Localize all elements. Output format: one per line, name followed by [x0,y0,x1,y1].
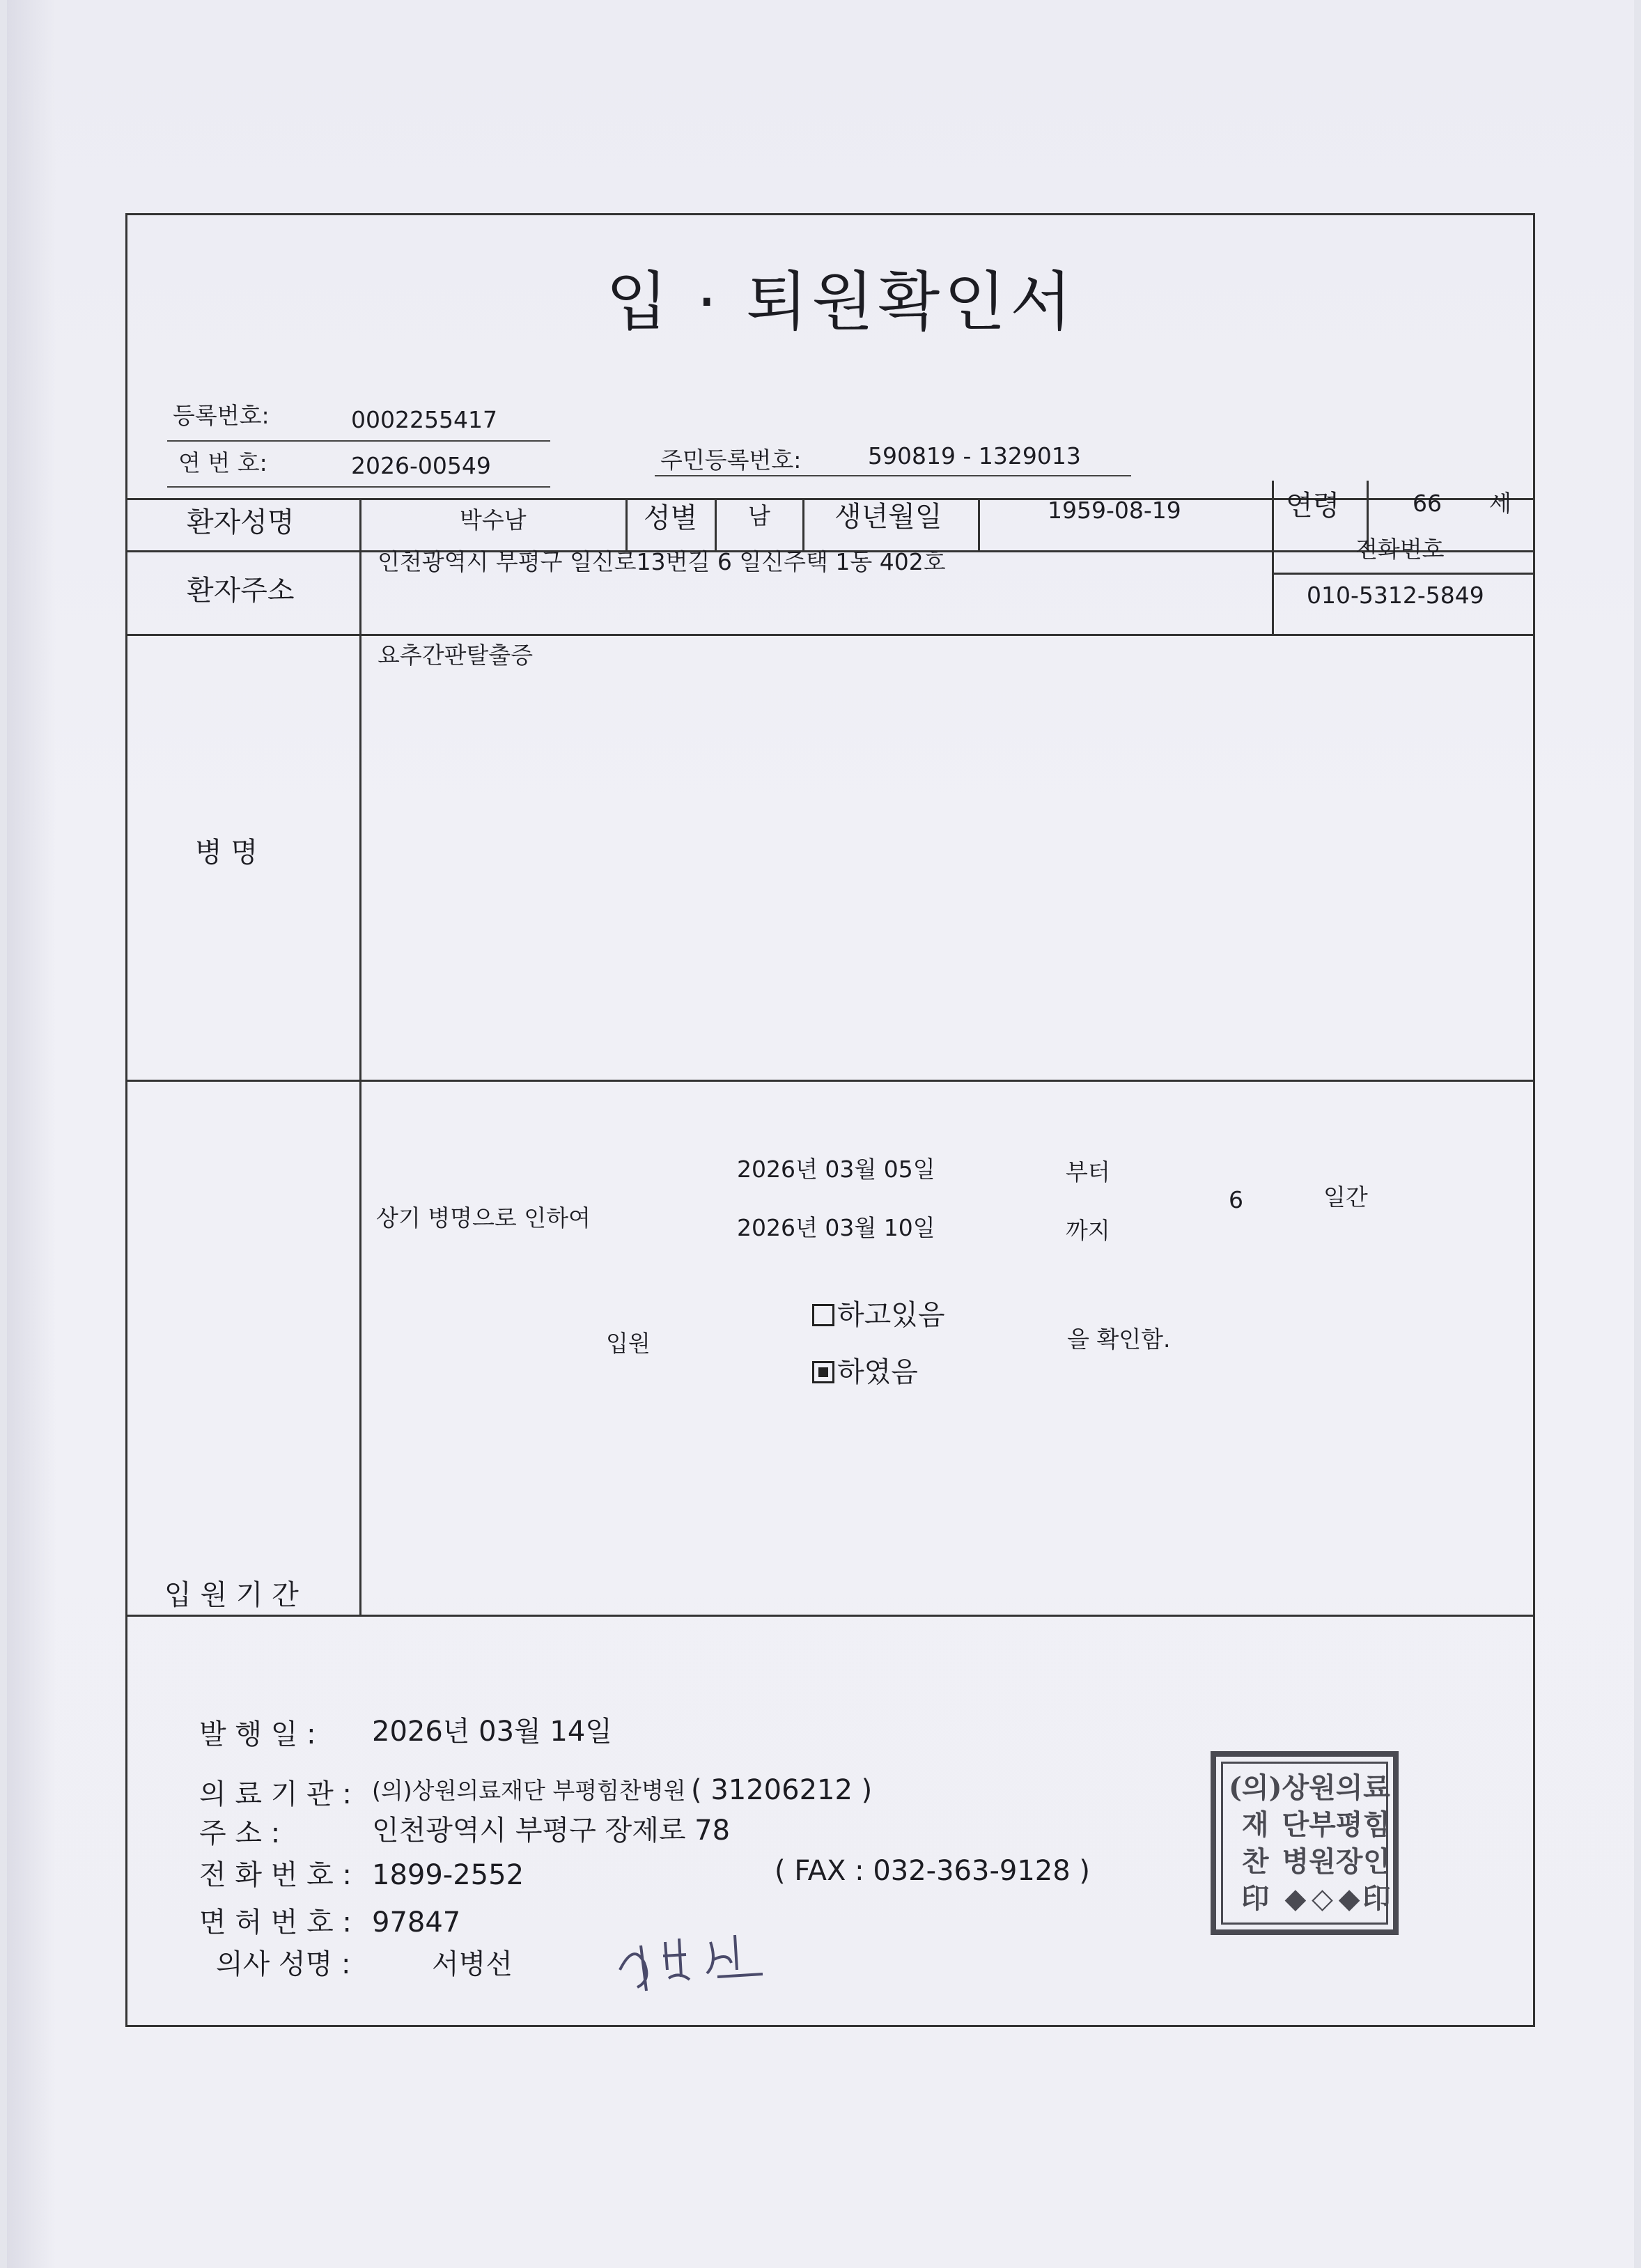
cause-text: 상기 병명으로 인하여 [376,1204,591,1232]
phone-label: 전화번호 [1355,536,1445,563]
address-value: 인천광역시 부평구 일신로13번길 6 일신주택 1동 402호 [378,548,946,575]
row-line-4 [125,1080,1535,1082]
resident-id-label: 주민등록번호: [660,446,802,474]
admission-label: 입원 [606,1330,651,1357]
end-date: 2026년 03월 10일 [737,1214,935,1241]
row-line-3 [125,634,1535,636]
age-col-line [1272,481,1274,634]
period-label: 입 원 기 간 [164,1579,299,1611]
issuer-address-value: 인천광역시 부평구 장제로 78 [372,1815,731,1847]
end-suffix: 까지 [1066,1217,1110,1244]
issue-date-value: 2026년 03월 14일 [372,1716,612,1748]
sex-value: 남 [748,502,770,529]
license-label: 면 허 번 호 : [199,1906,352,1939]
address-label: 환자주소 [187,575,295,607]
institution-name: (의)상원의료재단 부평힘찬병원 [372,1777,686,1804]
registration-label: 등록번호: [173,402,270,429]
serial-label: 연 번 호: [178,449,267,476]
option-ongoing [812,1301,945,1329]
resident-id-value: 590819 - 1329013 [868,442,1081,469]
days-value: 6 [1229,1186,1243,1213]
diagnosis-value: 요추간판탈출증 [378,642,534,669]
doctor-signature [613,1921,794,1998]
start-suffix: 부터 [1066,1158,1110,1186]
dob-col-line [978,498,980,550]
checkbox-done [812,1361,834,1383]
serial-value: 2026-00549 [351,452,491,479]
option-done [812,1358,918,1386]
issuer-address-label: 주 소 : [199,1817,281,1849]
document-title: 입 · 퇴원확인서 [606,265,1076,339]
issue-date-label: 발 행 일 : [199,1718,316,1750]
doctor-label: 의사 성명 : [216,1948,351,1980]
resident-id-underline [655,475,1131,476]
hospital-seal: (의) 상 원 의 료 재 단 부 평 힘 찬 병 원 장 인 印 ◆ ◇ ◆ 印 [1211,1751,1399,1935]
diagnosis-label: 병 명 [195,837,258,869]
institution-label: 의 료 기 관 : [199,1778,352,1810]
label-column-line [359,498,361,1615]
registration-value: 0002255417 [351,406,497,433]
patient-name-value: 박수남 [460,506,527,534]
issuer-fax: ( FAX : 032-363-9128 ) [775,1855,1091,1887]
dob-label: 생년월일 [834,501,942,533]
phone-value: 010-5312-5849 [1307,582,1484,609]
name-col-line [625,498,628,550]
option-ongoing-label: 하고있음 [837,1299,945,1331]
paper-shadow [7,0,56,2268]
serial-underline [167,486,550,488]
issuer-phone-value: 1899-2552 [372,1859,524,1891]
age-unit: 세 [1489,490,1511,517]
option-done-label: 하였음 [837,1356,918,1388]
phone-row-line [1272,573,1535,575]
row-line-5 [125,1615,1535,1617]
checkbox-ongoing [812,1304,834,1326]
sex-label: 성별 [644,502,698,534]
age-value: 66 [1413,490,1442,517]
age-label: 연령 [1286,490,1340,522]
issuer-phone-label: 전 화 번 호 : [199,1859,352,1891]
license-value: 97847 [372,1906,461,1939]
patient-name-label: 환자성명 [187,506,295,538]
confirm-text: 을 확인함. [1067,1326,1171,1353]
days-unit: 일간 [1323,1183,1368,1211]
sex-col-line [715,498,717,550]
dob-value: 1959-08-19 [1048,497,1181,524]
doctor-value: 서병선 [432,1948,513,1980]
start-date: 2026년 03월 05일 [737,1156,935,1183]
sexval-col-line [802,498,804,550]
registration-underline [167,440,550,442]
institution-code: ( 31206212 ) [691,1774,873,1806]
